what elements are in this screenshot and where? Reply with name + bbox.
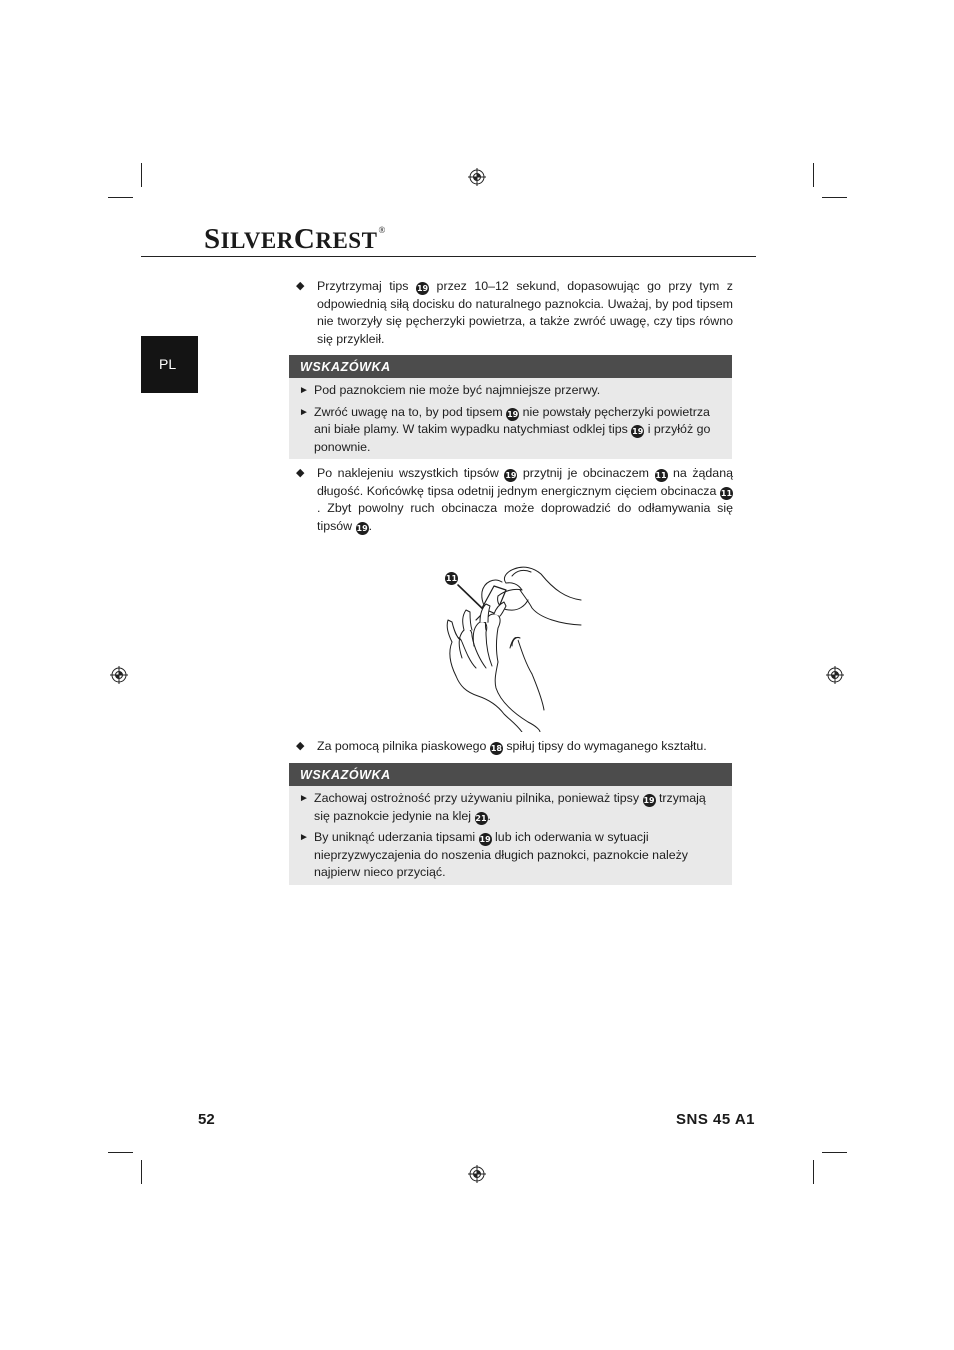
part-number-badge: 19 xyxy=(479,835,491,845)
brand-logo xyxy=(204,223,386,256)
instruction-paragraph xyxy=(296,738,733,756)
paragraph-text xyxy=(317,278,733,348)
part-number-badge: 11 xyxy=(655,471,667,480)
text-run: Po naklejeniu wszystkich tipsów xyxy=(317,466,505,480)
part-number-badge: 19 xyxy=(416,284,429,293)
instruction-paragraph xyxy=(296,465,733,535)
note-item xyxy=(299,382,722,400)
crop-mark xyxy=(822,197,847,198)
note-heading: WSKAZÓWKA xyxy=(289,763,732,786)
paragraph-text xyxy=(317,738,733,756)
crop-mark xyxy=(822,1152,847,1153)
instruction-paragraph xyxy=(296,278,733,348)
text-run: Zwróć uwagę na to, by pod tipsem xyxy=(314,404,507,419)
text-run: i przyłóż go ponownie. xyxy=(314,422,711,454)
note-item xyxy=(299,404,722,457)
text-run: nie powstały pęcherzyki powietrza ani białe plamy. W takim wypadku natychmiast odklej tips xyxy=(314,404,710,437)
registration-mark-icon xyxy=(110,666,128,684)
note-list xyxy=(289,786,732,892)
triangle-bullet-icon: ► xyxy=(299,406,309,418)
text-run: Zachowaj ostrożność przy używaniu pilnika, ponieważ tipsy xyxy=(314,791,643,805)
part-number-badge: 19 xyxy=(632,427,644,437)
text-run: trzymają się paznokcie jedynie na klej xyxy=(314,791,706,823)
part-number-badge: 19 xyxy=(356,523,368,533)
part-number-badge: 18 xyxy=(490,744,502,753)
part-number-badge: 19 xyxy=(643,796,655,805)
note-heading: WSKAZÓWKA xyxy=(289,355,732,378)
text-run: . xyxy=(487,808,491,823)
text-run: By uniknąć uderzania tipsami xyxy=(314,830,479,845)
text-run: lub ich oderwania w sytuacji nieprzyzwyczajenia do noszenia długich paznokci, paznokcie należy najpierw nieco przyciąć. xyxy=(314,830,688,880)
text-run: na żądaną długość. Końcówkę tipsa odetnij jednym energicznym cięciem obcinacza xyxy=(317,466,733,498)
language-tab-label: PL xyxy=(159,356,177,372)
text-run: przytnij je obcinaczem xyxy=(517,466,655,480)
model-number: SNS 45 A1 xyxy=(676,1111,755,1128)
brand-logo-letter: C xyxy=(293,223,316,255)
part-number-badge: 19 xyxy=(505,471,517,480)
crop-mark xyxy=(141,163,142,187)
triangle-bullet-icon: ► xyxy=(299,832,309,844)
page-number: 52 xyxy=(198,1111,215,1128)
registration-mark-icon xyxy=(468,168,486,186)
diamond-bullet-icon: ◆ xyxy=(296,467,305,479)
part-number-badge: 19 xyxy=(507,409,519,419)
note-box xyxy=(289,355,732,459)
text-run: . xyxy=(368,518,373,533)
part-number-badge: 11 xyxy=(720,488,733,498)
diamond-bullet-icon: ◆ xyxy=(296,280,305,292)
paragraph-text xyxy=(317,465,733,535)
registration-mark-icon xyxy=(468,1165,486,1183)
text-run: Pod paznokciem nie może być najmniejsze przerwy. xyxy=(314,383,601,397)
text-run: spiłuj tipsy do wymaganego kształtu. xyxy=(502,739,707,753)
note-item xyxy=(299,829,722,882)
crop-mark xyxy=(141,1160,142,1184)
text-run: Przytrzymaj tips xyxy=(317,279,417,293)
figure-callout-badge: 11 xyxy=(445,574,458,583)
note-item xyxy=(299,790,722,825)
brand-logo-text: ILVER xyxy=(220,228,294,253)
language-tab xyxy=(141,336,198,393)
brand-logo-letter: S xyxy=(204,223,221,255)
part-number-badge: 21 xyxy=(475,813,487,823)
crop-mark xyxy=(813,163,814,187)
note-list xyxy=(289,378,732,466)
text-run: przez 10–12 sekund, dopasowując go przy tym z odpowiednią siłą docisku do naturalnego paznokcia. Uważaj, by pod tipsem nie tworzyły się pęcherzyki powietrza, a także zwróć uwagę, czy tips równo się przykleił. xyxy=(317,279,733,346)
triangle-bullet-icon: ► xyxy=(299,385,309,396)
registration-mark-icon xyxy=(826,666,844,684)
hands-clipping-nails-illustration xyxy=(436,560,586,732)
crop-mark xyxy=(813,1160,814,1184)
note-box xyxy=(289,763,732,885)
text-run: . Zbyt powolny ruch obcinacza może doprowadzić do odłamywania się tipsów xyxy=(317,501,733,533)
illustration-figure xyxy=(436,560,586,732)
text-run: Za pomocą pilnika piaskowego xyxy=(317,739,490,753)
registered-mark: ® xyxy=(378,225,386,235)
brand-logo-text: REST xyxy=(315,228,378,253)
diamond-bullet-icon: ◆ xyxy=(296,740,305,752)
header-rule xyxy=(141,256,756,257)
crop-mark xyxy=(108,1152,133,1153)
crop-mark xyxy=(108,197,133,198)
triangle-bullet-icon: ► xyxy=(299,793,309,804)
